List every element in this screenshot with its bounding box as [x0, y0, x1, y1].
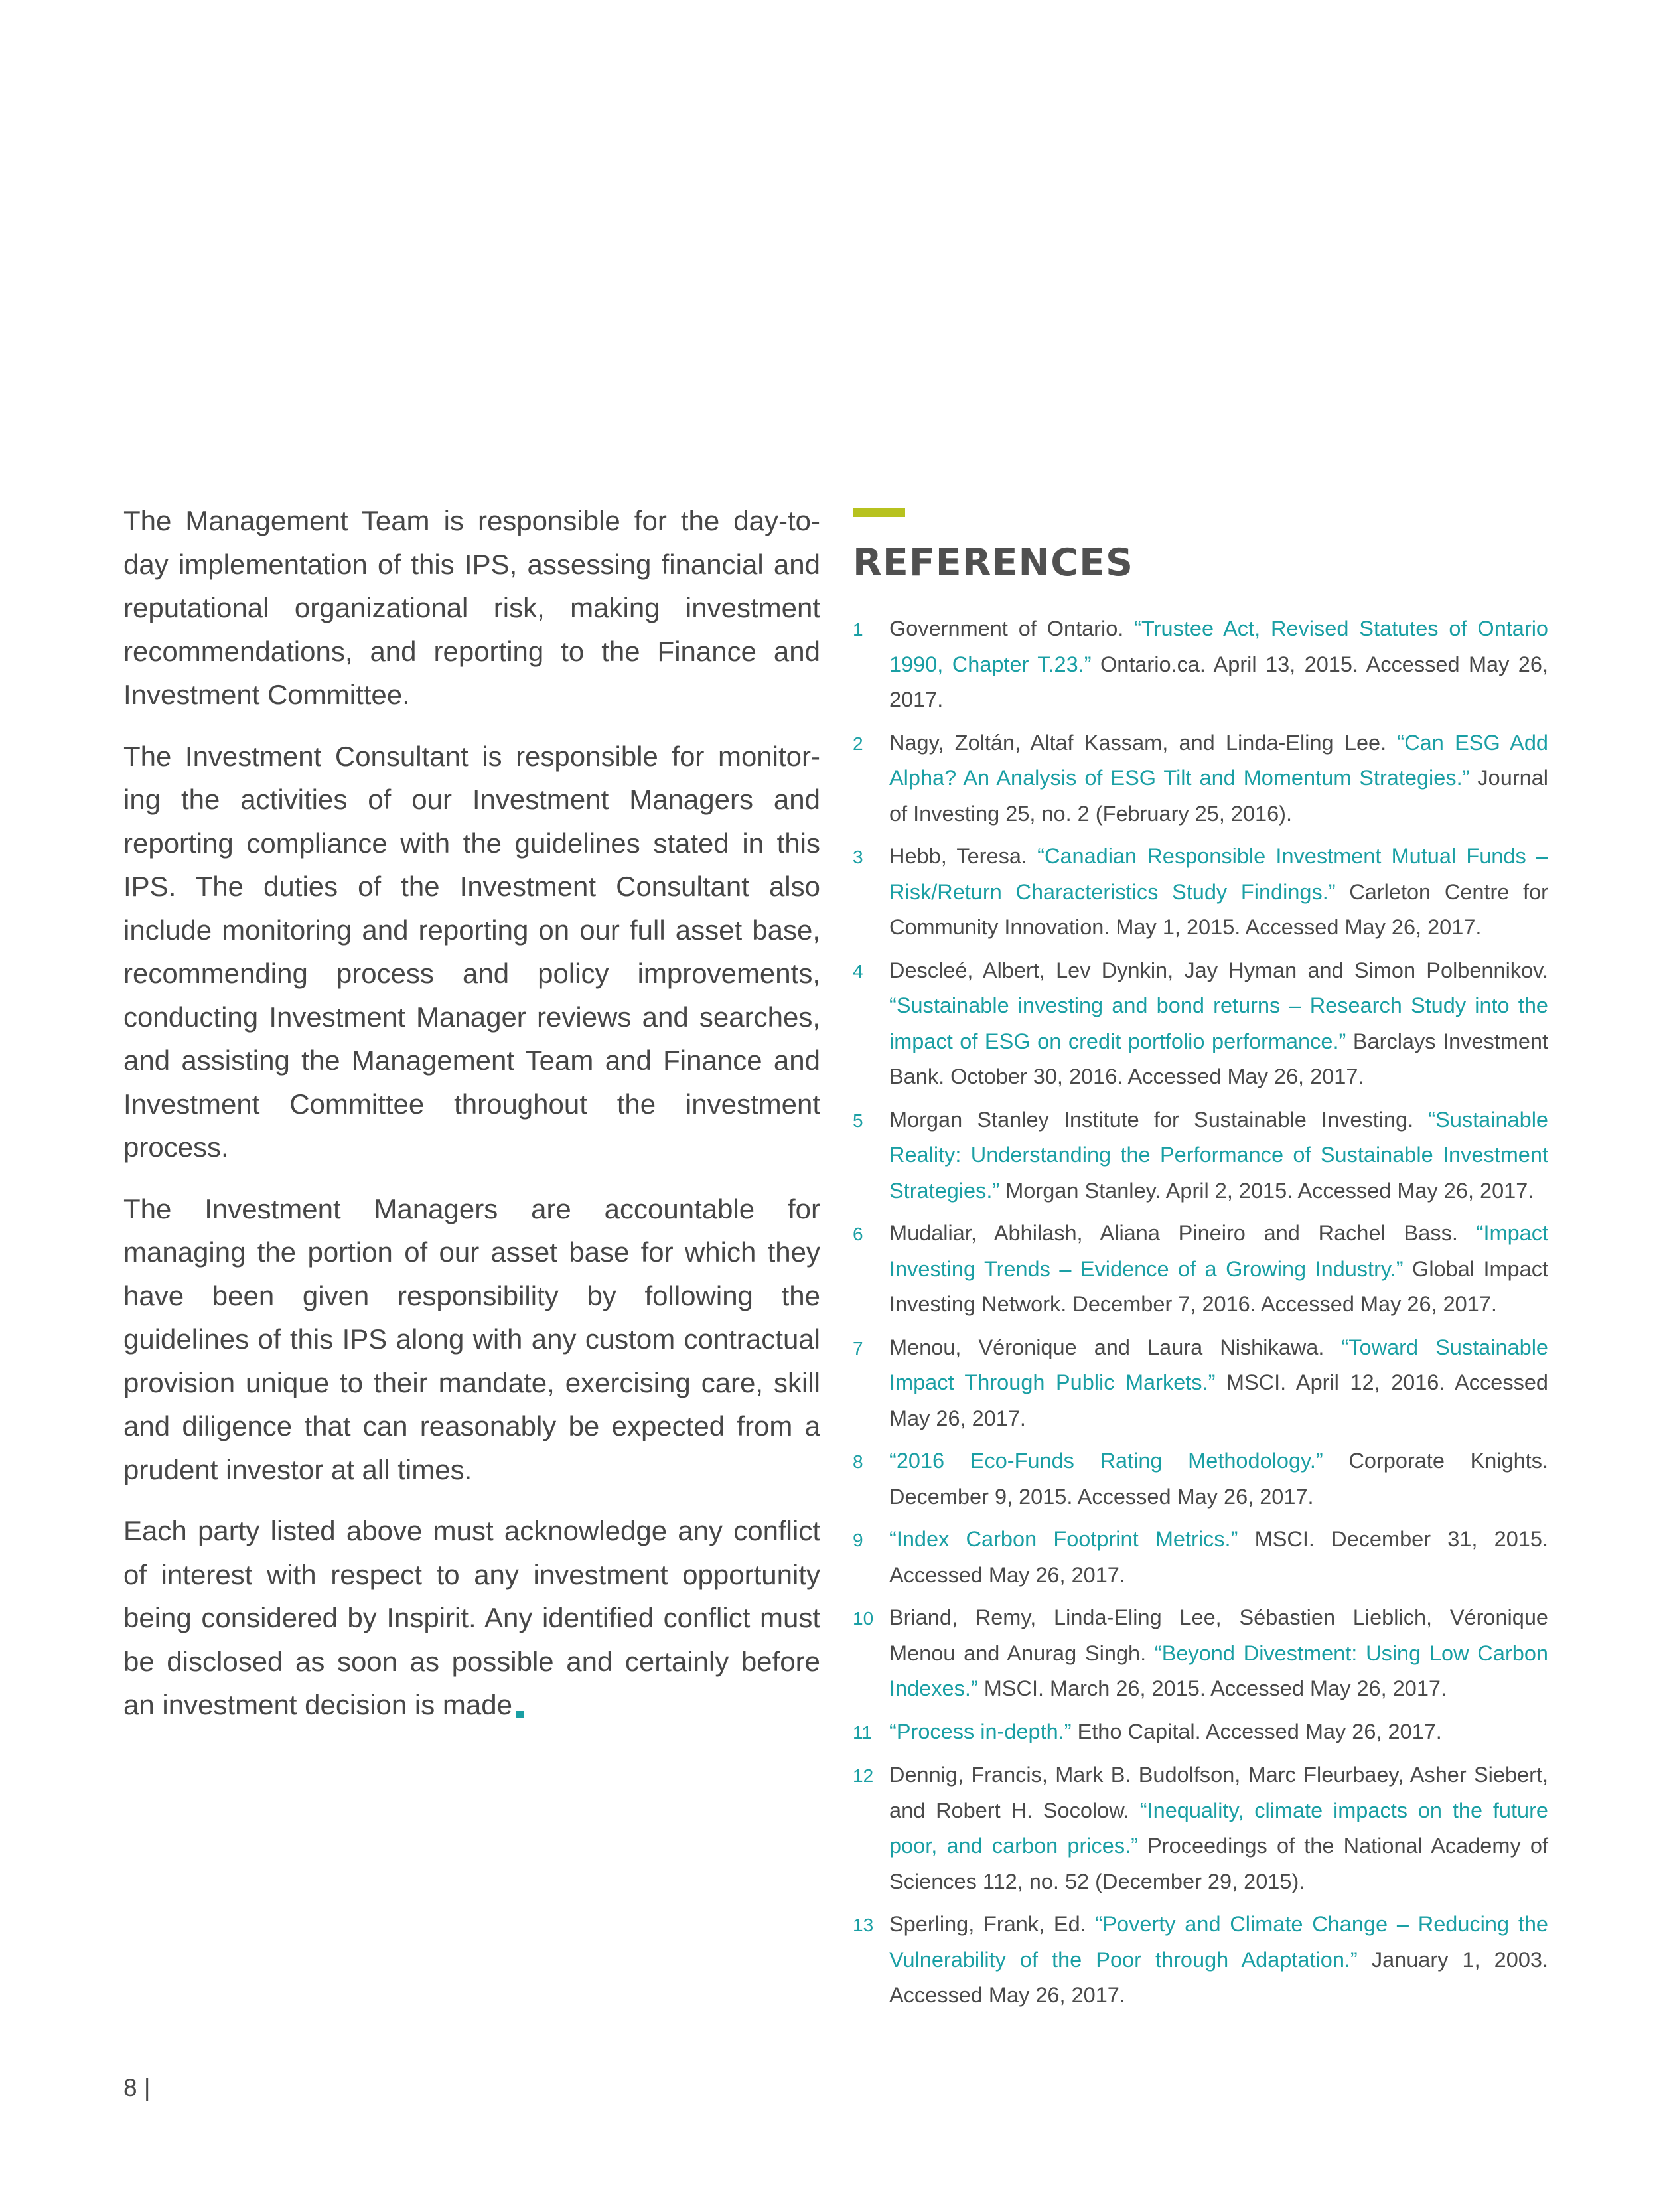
reference-title-link[interactable]: “Toward Sustainable Impact Through Public Markets.”: [889, 1335, 1548, 1394]
reference-text: [889, 725, 1548, 832]
reference-source: Carleton Centre for Community Innovation. May 1, 2015. Accessed May 26, 2017.: [889, 879, 1548, 939]
reference-text: [889, 1102, 1548, 1209]
reference-title-link[interactable]: “Beyond Divestment: Using Low Carbon Indexes.”: [889, 1641, 1548, 1700]
references-list: [853, 611, 1548, 2014]
reference-number: 10: [853, 1608, 874, 1629]
reference-item: [853, 1522, 1548, 1593]
reference-number: 11: [853, 1722, 873, 1743]
reference-title-link[interactable]: “Sustainable Reality: Understanding the Performance of Sustainable Investment Strategies.”: [889, 1107, 1548, 1203]
reference-number: 8: [853, 1451, 863, 1472]
reference-source: MSCI. March 26, 2015. Accessed May 26, 2017.: [977, 1676, 1447, 1700]
reference-text: [889, 1600, 1548, 1707]
reference-source: Etho Capital. Accessed May 26, 2017.: [1071, 1719, 1442, 1743]
reference-item: [853, 611, 1548, 718]
references-heading: REFERENCES: [853, 541, 1134, 585]
reference-item: [853, 1443, 1548, 1514]
reference-number: 12: [853, 1765, 874, 1786]
body-column: [123, 499, 820, 1745]
reference-item: [853, 1600, 1548, 1707]
reference-number: 13: [853, 1915, 874, 1935]
reference-title-link[interactable]: “Trustee Act, Revised Statutes of Ontario 1990, Chapter T.23.”: [889, 617, 1548, 676]
reference-title-link[interactable]: “Sustainable investing and bond returns – Research Study into the impact of ESG on credit portfolio performance.”: [889, 994, 1548, 1053]
reference-number: 5: [853, 1110, 863, 1131]
reference-source: Global Impact Investing Network. December 7, 2016. Accessed May 26, 2017.: [889, 1256, 1548, 1316]
reference-number: 7: [853, 1337, 863, 1359]
reference-number: 9: [853, 1530, 863, 1550]
reference-text: [889, 611, 1548, 718]
page-number: 8 |: [123, 2074, 151, 2101]
reference-item: [853, 953, 1548, 1095]
reference-authors: Dennig, Francis, Mark B. Budolfson, Marc Fleurbaey, Asher Siebert, and Robert H. Socolow.: [889, 1763, 1548, 1822]
reference-item: [853, 725, 1548, 832]
reference-authors: Menou, Véronique and Laura Nishikawa.: [889, 1335, 1342, 1359]
reference-text: [889, 839, 1548, 946]
reference-item: [853, 1714, 1548, 1751]
end-of-text-square-icon: [516, 1711, 524, 1718]
reference-number: 3: [853, 847, 863, 867]
reference-authors: Government of Ontario.: [889, 617, 1135, 640]
paragraph-conflict-of-interest: [123, 1509, 820, 1727]
reference-source: January 1, 2003. Accessed May 26, 2017.: [889, 1947, 1548, 2007]
reference-source: Corporate Knights. December 9, 2015. Accessed May 26, 2017.: [889, 1449, 1548, 1509]
reference-source: Ontario.ca. April 13, 2015. Accessed May 26, 2017.: [889, 652, 1548, 711]
reference-authors: Hebb, Teresa.: [889, 844, 1038, 868]
reference-source: Proceedings of the National Academy of Sciences 112, no. 52 (December 29, 2015).: [889, 1834, 1548, 1893]
reference-authors: Descleé, Albert, Lev Dynkin, Jay Hyman and Simon Polbennikov.: [889, 958, 1548, 982]
reference-text: [889, 1522, 1548, 1593]
paragraph-investment-managers: The Investment Managers are accountable for managing the portion of our asset base for which they have been given responsibility by following the guidelines of this IPS along with any custom contractual provision unique to their mandate, exercising care, skill and diligence that can reasonably be expected from a prudent investor at all times.: [123, 1193, 820, 1485]
reference-item: [853, 1216, 1548, 1323]
reference-text: [889, 1443, 1548, 1514]
reference-text: [889, 1714, 1548, 1751]
reference-text: [889, 953, 1548, 1095]
heading-accent-bar: [853, 508, 905, 517]
reference-title-link[interactable]: “2016 Eco-Funds Rating Methodology.”: [889, 1449, 1323, 1473]
reference-text: [889, 1757, 1548, 1899]
reference-title-link[interactable]: “Inequality, climate impacts on the future poor, and carbon prices.”: [889, 1798, 1548, 1858]
reference-text: [889, 1216, 1548, 1323]
reference-item: [853, 839, 1548, 946]
reference-number: 4: [853, 960, 863, 982]
reference-authors: Sperling, Frank, Ed.: [889, 1912, 1096, 1936]
reference-item: [853, 1330, 1548, 1437]
reference-source: Barclays Investment Bank. October 30, 2016. Accessed May 26, 2017.: [889, 1029, 1548, 1088]
paragraph-investment-consultant: The Investment Consultant is responsible for monitor-ing the activities of our Investment Managers and reporting compliance with the guidelines stated in this IPS. The duties of the Investment Consultant also include monitoring and reporting on our full asset base, recommending process and policy improvements, conducting Investment Manager reviews and searches, and assisting the Management Team and Finance and Investment Committee throughout the investment process.: [123, 740, 820, 1163]
reference-authors: Mudaliar, Abhilash, Aliana Pineiro and Rachel Bass.: [889, 1221, 1477, 1245]
reference-authors: Briand, Remy, Linda-Eling Lee, Sébastien Lieblich, Véronique Menou and Anurag Singh.: [889, 1605, 1548, 1665]
reference-title-link[interactable]: “Index Carbon Footprint Metrics.”: [889, 1527, 1238, 1551]
reference-source: MSCI. April 12, 2016. Accessed May 26, 2017.: [889, 1370, 1548, 1430]
reference-authors: Nagy, Zoltán, Altaf Kassam, and Linda-Eling Lee.: [889, 730, 1398, 755]
paragraph-management-team: The Management Team is responsible for the day-to-day implementation of this IPS, assessing financial and reputational organizational risk, making investment recommendations, and reporting to the Finance and Investment Committee.: [123, 505, 820, 710]
reference-title-link[interactable]: “Process in-depth.”: [889, 1719, 1072, 1743]
reference-number: 1: [853, 619, 863, 640]
reference-number: 6: [853, 1224, 863, 1244]
reference-text: [889, 1330, 1548, 1437]
references-section: [853, 508, 1548, 2021]
reference-title-link[interactable]: “Canadian Responsible Investment Mutual Funds – Risk/Return Characteristics Study Findings.”: [889, 844, 1548, 904]
reference-source: Journal of Investing 25, no. 2 (February 25, 2016).: [889, 766, 1549, 826]
reference-authors: Morgan Stanley Institute for Sustainable Investing.: [889, 1107, 1429, 1132]
reference-item: [853, 1757, 1548, 1899]
reference-title-link[interactable]: “Poverty and Climate Change – Reducing the Vulnerability of the Poor through Adaptation.”: [889, 1912, 1549, 1972]
reference-item: [853, 1907, 1548, 2014]
reference-source: Morgan Stanley. April 2, 2015. Accessed May 26, 2017.: [999, 1178, 1534, 1203]
reference-title-link[interactable]: “Impact Investing Trends – Evidence of a Growing Industry.”: [889, 1221, 1548, 1281]
reference-text: [889, 1907, 1548, 2014]
paragraph-conflict-text: Each party listed above must acknowledge any conflict of interest with respect to any investment opportunity being considered by Inspirit. Any identified conflict must be disclosed as soon as possible and certainly before an investment decision is made: [123, 1515, 820, 1720]
reference-title-link[interactable]: “Can ESG Add Alpha? An Analysis of ESG Tilt and Momentum Strategies.”: [889, 730, 1549, 790]
reference-number: 2: [853, 733, 863, 754]
reference-source: MSCI. December 31, 2015. Accessed May 26, 2017.: [889, 1527, 1548, 1587]
reference-item: [853, 1102, 1548, 1209]
